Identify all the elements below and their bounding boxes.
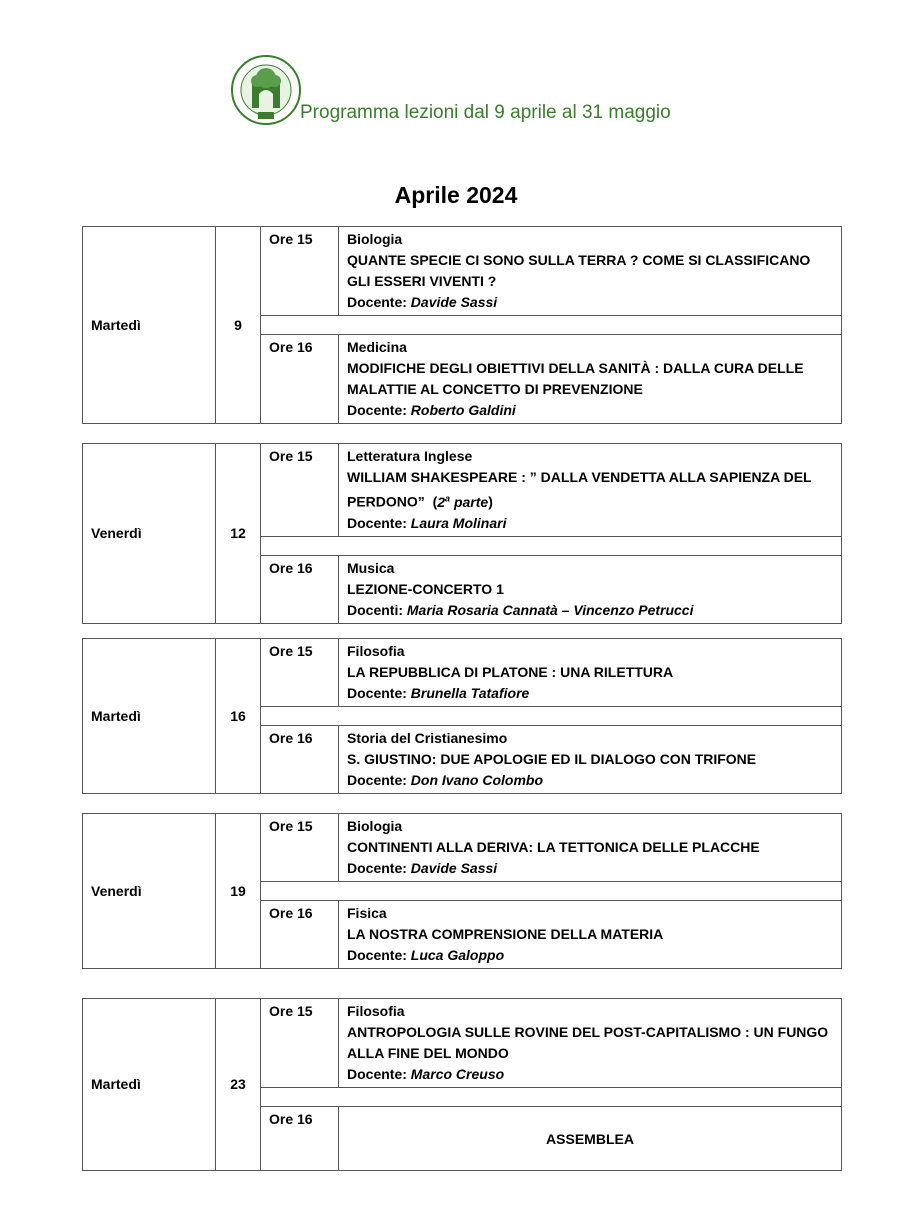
part-number: 2$^a$ parte bbox=[437, 493, 489, 510]
lesson-subject: Musica bbox=[347, 559, 395, 576]
day-block bbox=[82, 226, 842, 420]
teacher-label: Docente: bbox=[347, 772, 407, 788]
teacher-name: Don Ivano Colombo bbox=[410, 772, 544, 788]
teacher-name: Roberto Galdini bbox=[410, 402, 516, 418]
lesson-details bbox=[339, 814, 842, 882]
lesson-time: Ore 15 bbox=[261, 444, 339, 537]
university-logo bbox=[230, 54, 302, 126]
lesson-subject: Letteratura Inglese bbox=[347, 448, 473, 464]
lesson-time: Ore 15 bbox=[261, 814, 339, 882]
teacher-label: Docente: bbox=[347, 1066, 407, 1082]
lesson-time: Ore 16 bbox=[261, 1107, 339, 1171]
teacher-label: Docente: bbox=[347, 947, 407, 963]
lesson-time: Ore 16 bbox=[261, 901, 339, 969]
lesson-teacher bbox=[347, 858, 833, 879]
lesson-details bbox=[339, 901, 842, 969]
teacher-name: Davide Sassi bbox=[410, 860, 498, 876]
lesson-subject: Biologia bbox=[347, 818, 403, 834]
lesson-time: Ore 15 bbox=[261, 227, 339, 316]
month-title: Aprile 2024 bbox=[394, 182, 518, 208]
weekday: Venerdì bbox=[83, 444, 216, 624]
spacer-row bbox=[261, 707, 842, 726]
teacher-name: Luca Galoppo bbox=[410, 947, 505, 963]
spacer-row bbox=[261, 316, 842, 335]
lesson-details bbox=[339, 999, 842, 1088]
lesson-teacher bbox=[347, 683, 833, 704]
schedule-table bbox=[82, 813, 842, 969]
lesson-time: Ore 16 bbox=[261, 335, 339, 424]
spacer-row bbox=[261, 536, 842, 555]
lesson-details bbox=[339, 335, 842, 424]
lesson-time: Ore 15 bbox=[261, 639, 339, 707]
weekday: Martedì bbox=[83, 227, 216, 424]
weekday: Martedì bbox=[83, 639, 216, 794]
teacher-label: Docente: bbox=[347, 860, 407, 876]
lesson-title: S. GIUSTINO: DUE APOLOGIE ED IL DIALOGO CON TRIFONE bbox=[347, 751, 757, 767]
lesson-teacher bbox=[347, 400, 833, 421]
lesson-teacher bbox=[347, 1064, 833, 1085]
schedule-table bbox=[82, 638, 842, 794]
lesson-teacher bbox=[347, 292, 833, 313]
lesson-details bbox=[339, 555, 842, 623]
day-number: 9 bbox=[216, 227, 261, 424]
spacer-row bbox=[261, 1088, 842, 1107]
teacher-label: Docenti: bbox=[347, 601, 403, 618]
lesson-subject: Storia del Cristianesimo bbox=[347, 730, 508, 746]
teacher-label: Docente: bbox=[347, 685, 407, 701]
lesson-title: LA REPUBBLICA DI PLATONE : UNA RILETTURA bbox=[347, 664, 674, 680]
teacher-name: Davide Sassi bbox=[410, 294, 498, 310]
day-block bbox=[82, 998, 842, 1171]
teacher-label: Docente: bbox=[347, 294, 407, 310]
schedule-table bbox=[82, 998, 842, 1171]
day-number: 23 bbox=[216, 999, 261, 1171]
lesson-time: Ore 16 bbox=[261, 555, 339, 623]
day-number: 12 bbox=[216, 444, 261, 624]
teacher-name: Marco Creuso bbox=[410, 1066, 505, 1082]
lesson-title: LA NOSTRA COMPRENSIONE DELLA MATERIA bbox=[347, 926, 664, 942]
teacher-name: Brunella Tatafiore bbox=[410, 685, 530, 701]
lesson-title: CONTINENTI ALLA DERIVA: LA TETTONICA DELLE PLACCHE bbox=[347, 839, 760, 855]
day-number: 19 bbox=[216, 814, 261, 969]
weekday: Venerdì bbox=[83, 814, 216, 969]
lesson-subject: Filosofia bbox=[347, 1003, 405, 1019]
lesson-teacher bbox=[347, 600, 833, 621]
lesson-details bbox=[339, 444, 842, 537]
lesson-teacher bbox=[347, 513, 833, 534]
teacher-name: Maria Rosaria Cannatà – Vincenzo Petrucci bbox=[406, 601, 694, 618]
day-block bbox=[82, 813, 842, 965]
teacher-name: Laura Molinari bbox=[410, 514, 507, 531]
lesson-time: Ore 15 bbox=[261, 999, 339, 1088]
lesson-subject: Medicina bbox=[347, 339, 407, 355]
weekday: Martedì bbox=[83, 999, 216, 1171]
lesson-title-text: WILLIAM SHAKESPEARE : ” DALLA VENDETTA ALLA SAPIENZA DEL PERDONO” bbox=[347, 469, 812, 510]
lesson-title: ANTROPOLOGIA SULLE ROVINE DEL POST-CAPITALISMO : UN FUNGO ALLA FINE DEL MONDO bbox=[347, 1024, 829, 1061]
schedule-table bbox=[82, 226, 842, 424]
lesson-details bbox=[339, 639, 842, 707]
lesson-subject: Filosofia bbox=[347, 643, 405, 659]
teacher-label: Docente: bbox=[347, 402, 407, 418]
lesson-time: Ore 16 bbox=[261, 726, 339, 794]
lesson-title: MODIFICHE DEGLI OBIETTIVI DELLA SANITÀ : DALLA CURA DELLE MALATTIE AL CONCETTO DI PREVENZIONE bbox=[347, 360, 804, 397]
lesson-title: QUANTE SPECIE CI SONO SULLA TERRA ? COME SI CLASSIFICANO GLI ESSERI VIVENTI ? bbox=[347, 252, 811, 289]
teacher-label: Docente: bbox=[347, 514, 407, 531]
spacer-row bbox=[261, 882, 842, 901]
lesson-subject: Fisica bbox=[347, 905, 387, 921]
lesson-details bbox=[339, 726, 842, 794]
lesson-teacher bbox=[347, 945, 833, 966]
lesson-title: WILLIAM SHAKESPEARE : ” DALLA VENDETTA ALLA SAPIENZA DEL PERDONO” (2$^a$ parte) bbox=[347, 469, 812, 510]
lesson-details bbox=[339, 227, 842, 316]
lesson-teacher bbox=[347, 770, 833, 791]
schedule-table bbox=[82, 443, 842, 624]
day-block bbox=[82, 638, 842, 790]
day-number: 16 bbox=[216, 639, 261, 794]
event-assembly: ASSEMBLEA bbox=[339, 1107, 842, 1171]
lesson-subject: Biologia bbox=[347, 231, 403, 247]
lesson-title: LEZIONE-CONCERTO 1 bbox=[347, 580, 504, 597]
day-block bbox=[82, 443, 842, 618]
program-subtitle: Programma lezioni dal 9 aprile al 31 maggio bbox=[300, 102, 671, 123]
